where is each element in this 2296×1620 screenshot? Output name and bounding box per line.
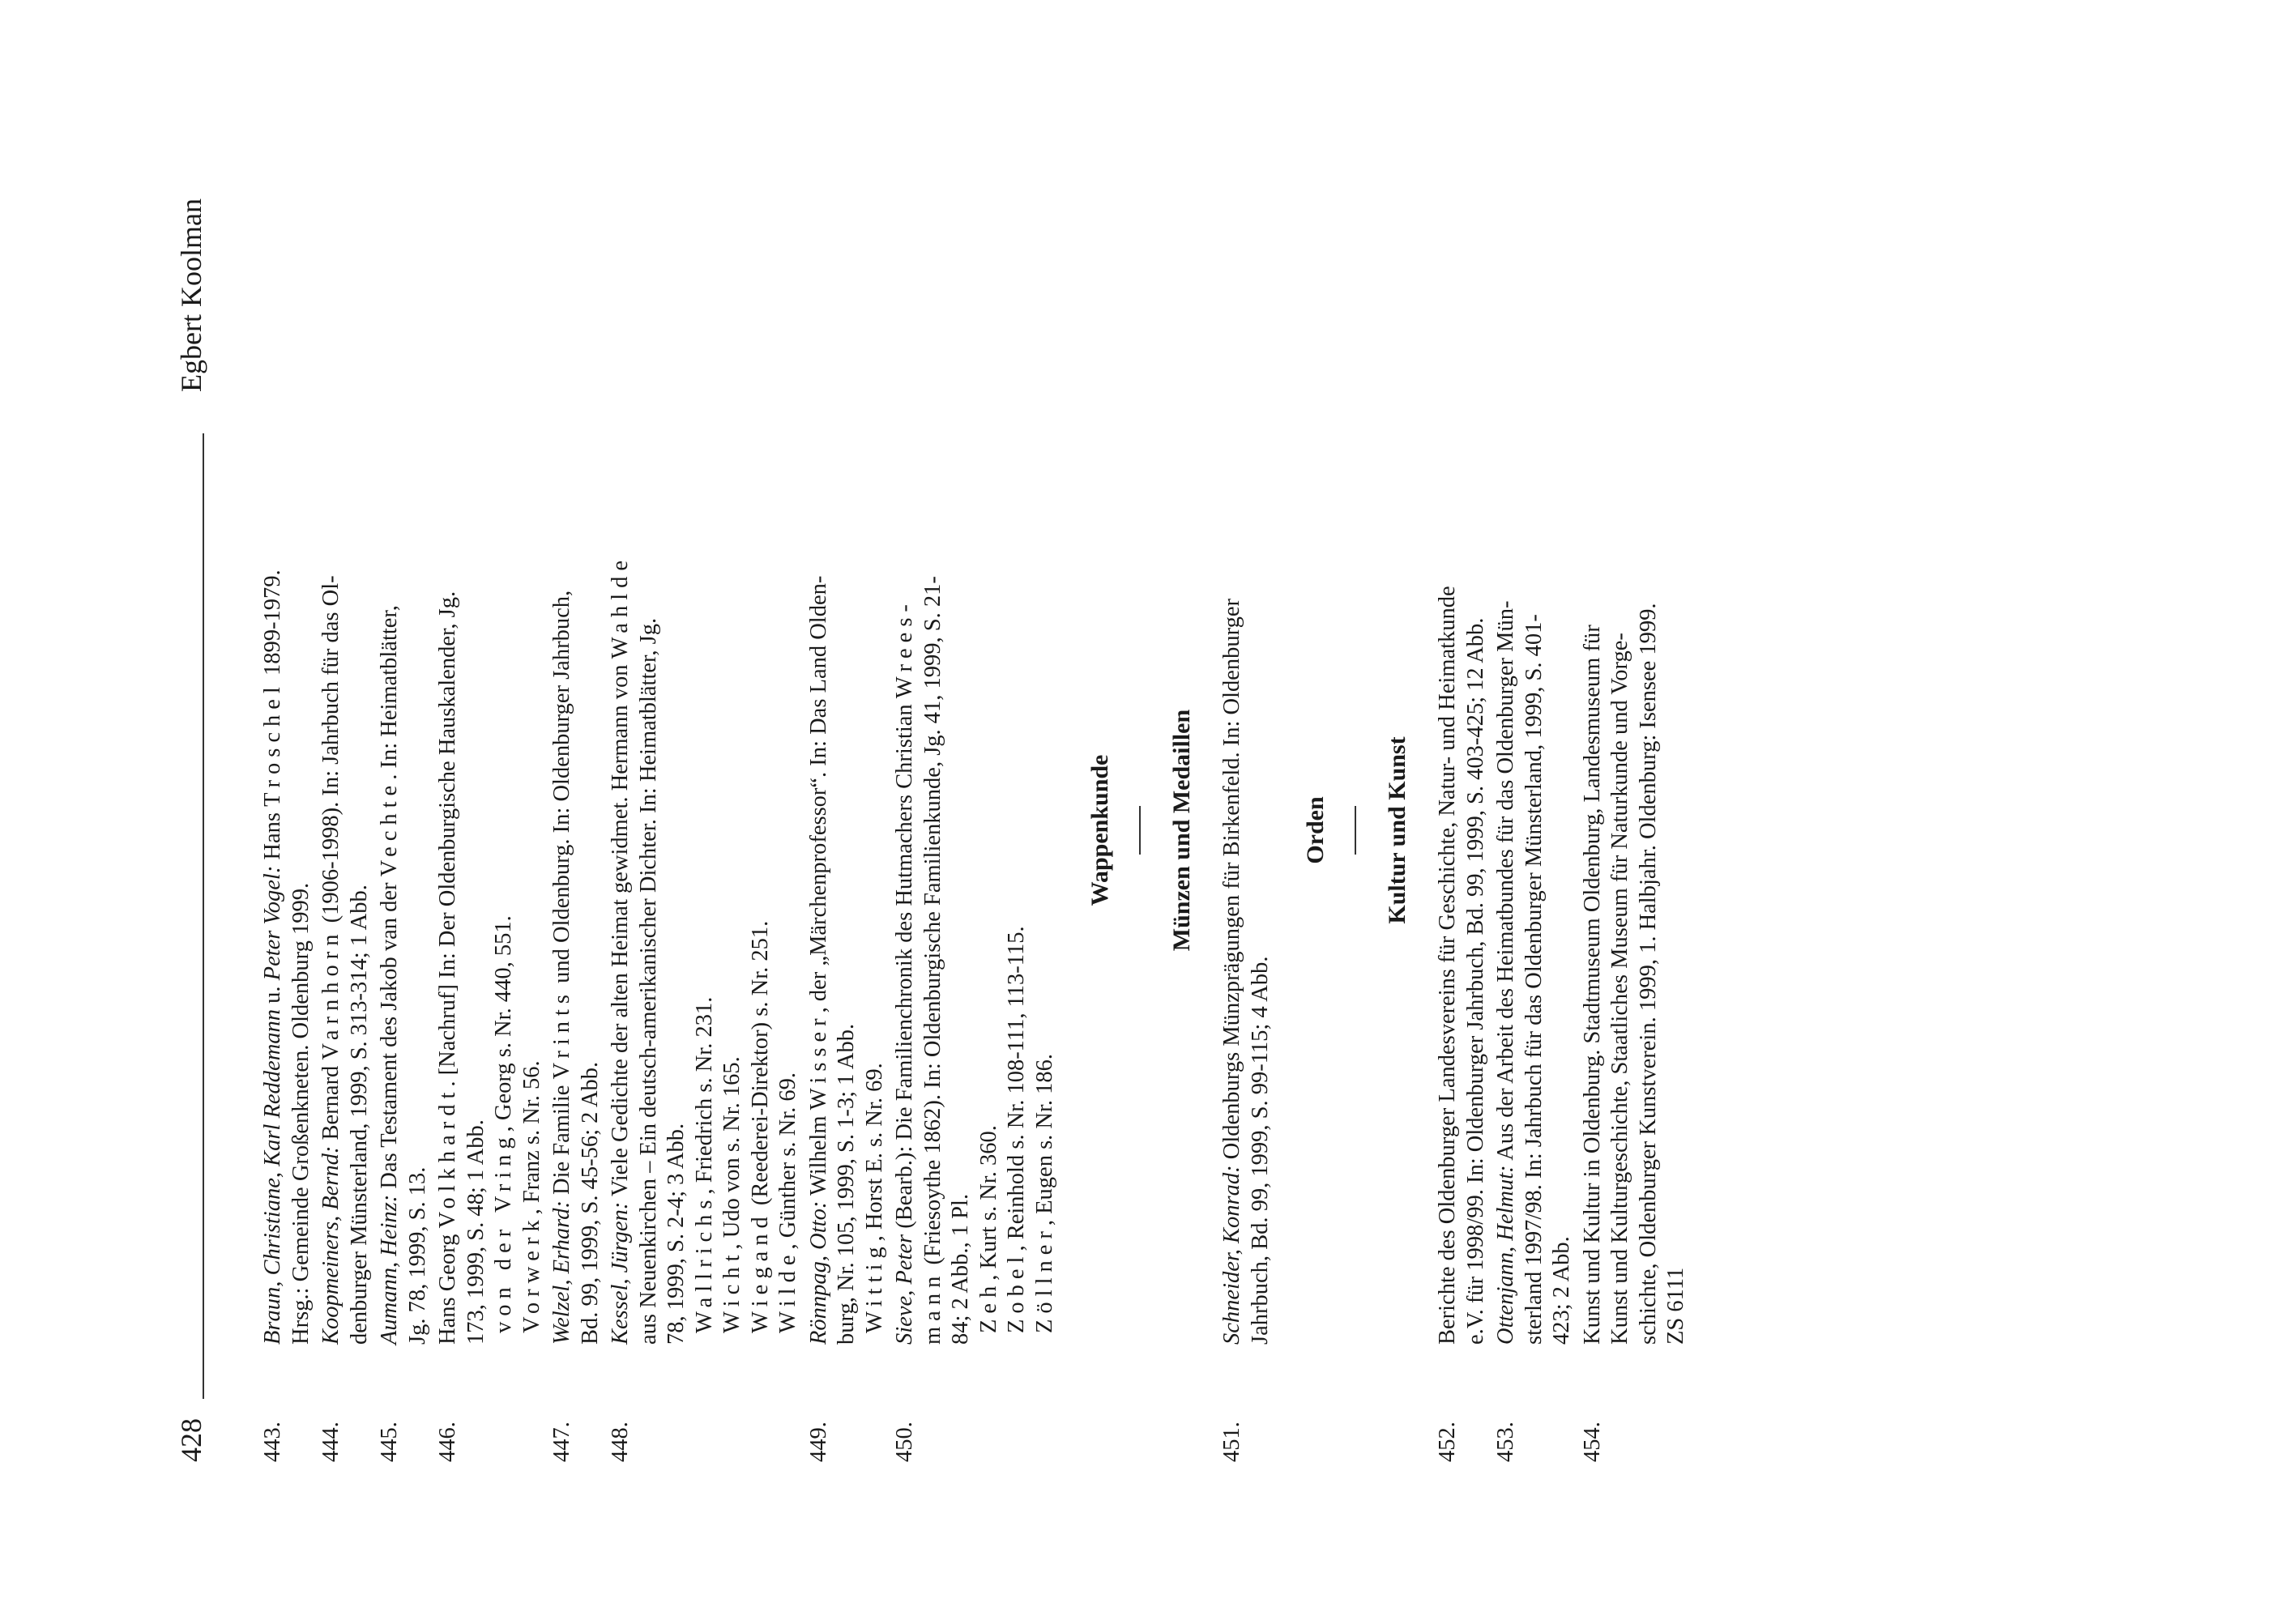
spaced-name: Troschel — [260, 681, 285, 807]
entry-author: Welzel, Erhard: — [549, 1200, 574, 1345]
spaced-name: Vrints — [549, 988, 574, 1080]
cross-reference: Wallrichs, Friedrich s. Nr. 231. — [691, 996, 717, 1333]
section-divider — [1355, 806, 1356, 855]
entry-number: 447. — [549, 1422, 574, 1462]
entry-453: 453. Ottenjann, Helmut: Aus der Arbeit des Heimatbundes für das Oldenburger Mün- sterland 1997/98. In: Jahrbuch für das Oldenburger Münsterland, 1999, S. 401- 423; 2 Abb. — [1493, 600, 1574, 1462]
entry-number: 444. — [318, 1422, 344, 1462]
entry-author: Sieve, Peter — [892, 1234, 917, 1345]
entry-446: 446. Hans Georg Volkhardt. [Nachruf] In: Der Oldenburgische Hauskalender, Jg. 173, 1999, S. 48; 1 Abb. von der Vring, Georg s. Nr. 440, 551. Vorwerk, Franz s. Nr. 56. — [434, 198, 546, 1462]
entry-451: 451. Schneider, Konrad: Oldenburgs Münzprägungen für Birkenfeld. In: Oldenburger Jahrbuch, Bd. 99, 1999, S. 99-115; 4 Abb. — [1219, 598, 1273, 1462]
spaced-name: Wisser — [805, 1013, 831, 1111]
entry-number: 443. — [260, 1422, 285, 1462]
spaced-name: Wrees- — [892, 599, 917, 699]
bibliography-content — [259, 198, 1693, 1462]
entry-author: Schneider, Konrad: — [1219, 1165, 1244, 1345]
section-heading-kultur: Kultur und Kunst — [1383, 736, 1410, 924]
section-heading-orden: Orden — [1302, 796, 1329, 864]
entry-number: 449. — [805, 1422, 831, 1462]
entry-448: 448. Kessel, Jürgen: Viele Gedichte der alten Heimat gewidmet. Hermann von Wahlde aus Neuenkirchen – Ein deutsch-amerikanischer Dichter. In: Heimatblätter, Jg. 78, 1999, S. 2-4; 3 Abb. Wallrichs, Friedrich s. Nr. 231. Wicht, Udo von s. Nr. 165. Wiegand (Reederei-Direktor) s. Nr. 251. Wilde, Günther s. Nr. 69. — [607, 198, 803, 1462]
cross-reference: von der Vring, Georg s. Nr. 440, 551. — [491, 915, 516, 1333]
cross-reference: Zobel, Reinhold s. Nr. 108-111, 113-115. — [1004, 926, 1029, 1333]
entry-author: Aumann, Heinz: — [377, 1194, 402, 1345]
cross-reference: Wittig, Horst E. s. Nr. 69. — [861, 1063, 887, 1333]
page-number: 428 — [175, 1418, 207, 1462]
cross-reference: Zöllner, Eugen s. Nr. 186. — [1031, 1053, 1057, 1333]
cross-reference: Wilde, Günther s. Nr. 69. — [775, 1072, 800, 1333]
header-rule — [203, 433, 204, 1399]
entry-number: 451. — [1219, 1422, 1244, 1462]
cross-reference: Vorwerk, Franz s. Nr. 56. — [519, 1060, 544, 1333]
entry-443: 443. Braun, Christiane, Karl Reddemann u. Peter Vogel: Hans Troschel 1899-1979. Hrsg.: Gemeinde Großenkneten. Oldenburg 1999. — [260, 569, 314, 1462]
entry-444: 444. Koopmeiners, Bernd: Bernard Varnhorn (1906-1998). In: Jahrbuch für das Ol- denburger Münsterland, 1999, S. 313-314; 1 Abb. — [318, 575, 372, 1462]
entry-author-2: Peter Vogel: — [260, 865, 285, 981]
entry-number: 453. — [1493, 1422, 1518, 1462]
entry-author: Koopmeiners, Bernd: — [318, 1145, 344, 1345]
spaced-name: Volkhardt — [435, 1086, 460, 1229]
entry-number: 446. — [435, 1422, 460, 1462]
entry-author: Braun, Christiane, Karl Reddemann — [260, 1008, 285, 1345]
entry-452: 452. Berichte des Oldenburger Landesvereins für Geschichte, Natur- und Heimatkunde e.V. für 1998/99. In: Oldenburger Jahrbuch, Bd. 99, 1999, S. 403-425; 12 Abb. — [1435, 586, 1488, 1462]
section-divider — [1139, 806, 1141, 855]
spaced-name: Vechte — [377, 779, 402, 877]
cross-reference: Zeh, Kurt s. Nr. 360. — [975, 1125, 1001, 1333]
entry-author: Ottenjann, Helmut: — [1493, 1165, 1518, 1345]
entry-author: Rönnpag, Otto: — [805, 1200, 831, 1345]
entry-454: 454. Kunst und Kultur in Oldenburg. Stadtmuseum Oldenburg, Landesmuseum für Kunst und Kulturgeschichte, Staatliches Museum für Naturkunde und Vorge- schichte, Oldenburger Kunstverein. 1999, 1. Halbjahr. Oldenburg: Isensee 1999. ZS 6111 — [1579, 603, 1688, 1462]
entry-450: 450. Sieve, Peter (Bearb.): Die Familienchronik des Hutmachers Christian Wrees- mann (Friesoythe 1862). In: Oldenburgische Familienkunde, Jg. 41, 1999, S. 21- 84; 2 Abb., 1 Pl. Zeh, Kurt s. Nr. 360. Zobel, Reinhold s. Nr. 108-111, 113-115. Zöllner, Eugen s. Nr. 186. — [891, 198, 1059, 1462]
entry-author: Kessel, Jürgen: — [608, 1201, 633, 1345]
entry-number: 452. — [1435, 1422, 1460, 1462]
section-heading-wappenkunde: Wappenkunde — [1086, 754, 1113, 906]
section-heading-muenzen: Münzen und Medaillen — [1167, 709, 1195, 952]
entry-number: 445. — [377, 1422, 402, 1462]
running-head: Egbert Koolman — [175, 198, 207, 392]
cross-reference: Wiegand (Reederei-Direktor) s. Nr. 251. — [747, 920, 773, 1333]
entry-447: 447. Welzel, Erhard: Die Familie Vrints und Oldenburg. In: Oldenburger Jahrbuch, Bd. 99, 1999, S. 45-56; 2 Abb. — [549, 590, 603, 1462]
spaced-name: Varnhorn — [318, 928, 344, 1060]
entry-number: 448. — [608, 1422, 633, 1462]
page-header — [177, 198, 209, 1462]
cross-reference: Wicht, Udo von s. Nr. 165. — [719, 1056, 745, 1333]
entry-number: 450. — [892, 1422, 917, 1462]
spaced-name: Wahlde — [608, 554, 633, 659]
entry-449: 449. Rönnpag, Otto: Wilhelm Wisser, der „Märchenprofessor“. In: Das Land Olden- burg, Nr. 105, 1999, S. 1-3; 1 Abb. Wittig, Horst E. s. Nr. 69. — [805, 198, 890, 1462]
entry-445: 445. Aumann, Heinz: Das Testament des Jakob van der Vechte. In: Heimatblätter, Jg. 78, 1999, S. 13. — [377, 605, 430, 1462]
entry-number: 454. — [1579, 1422, 1605, 1462]
